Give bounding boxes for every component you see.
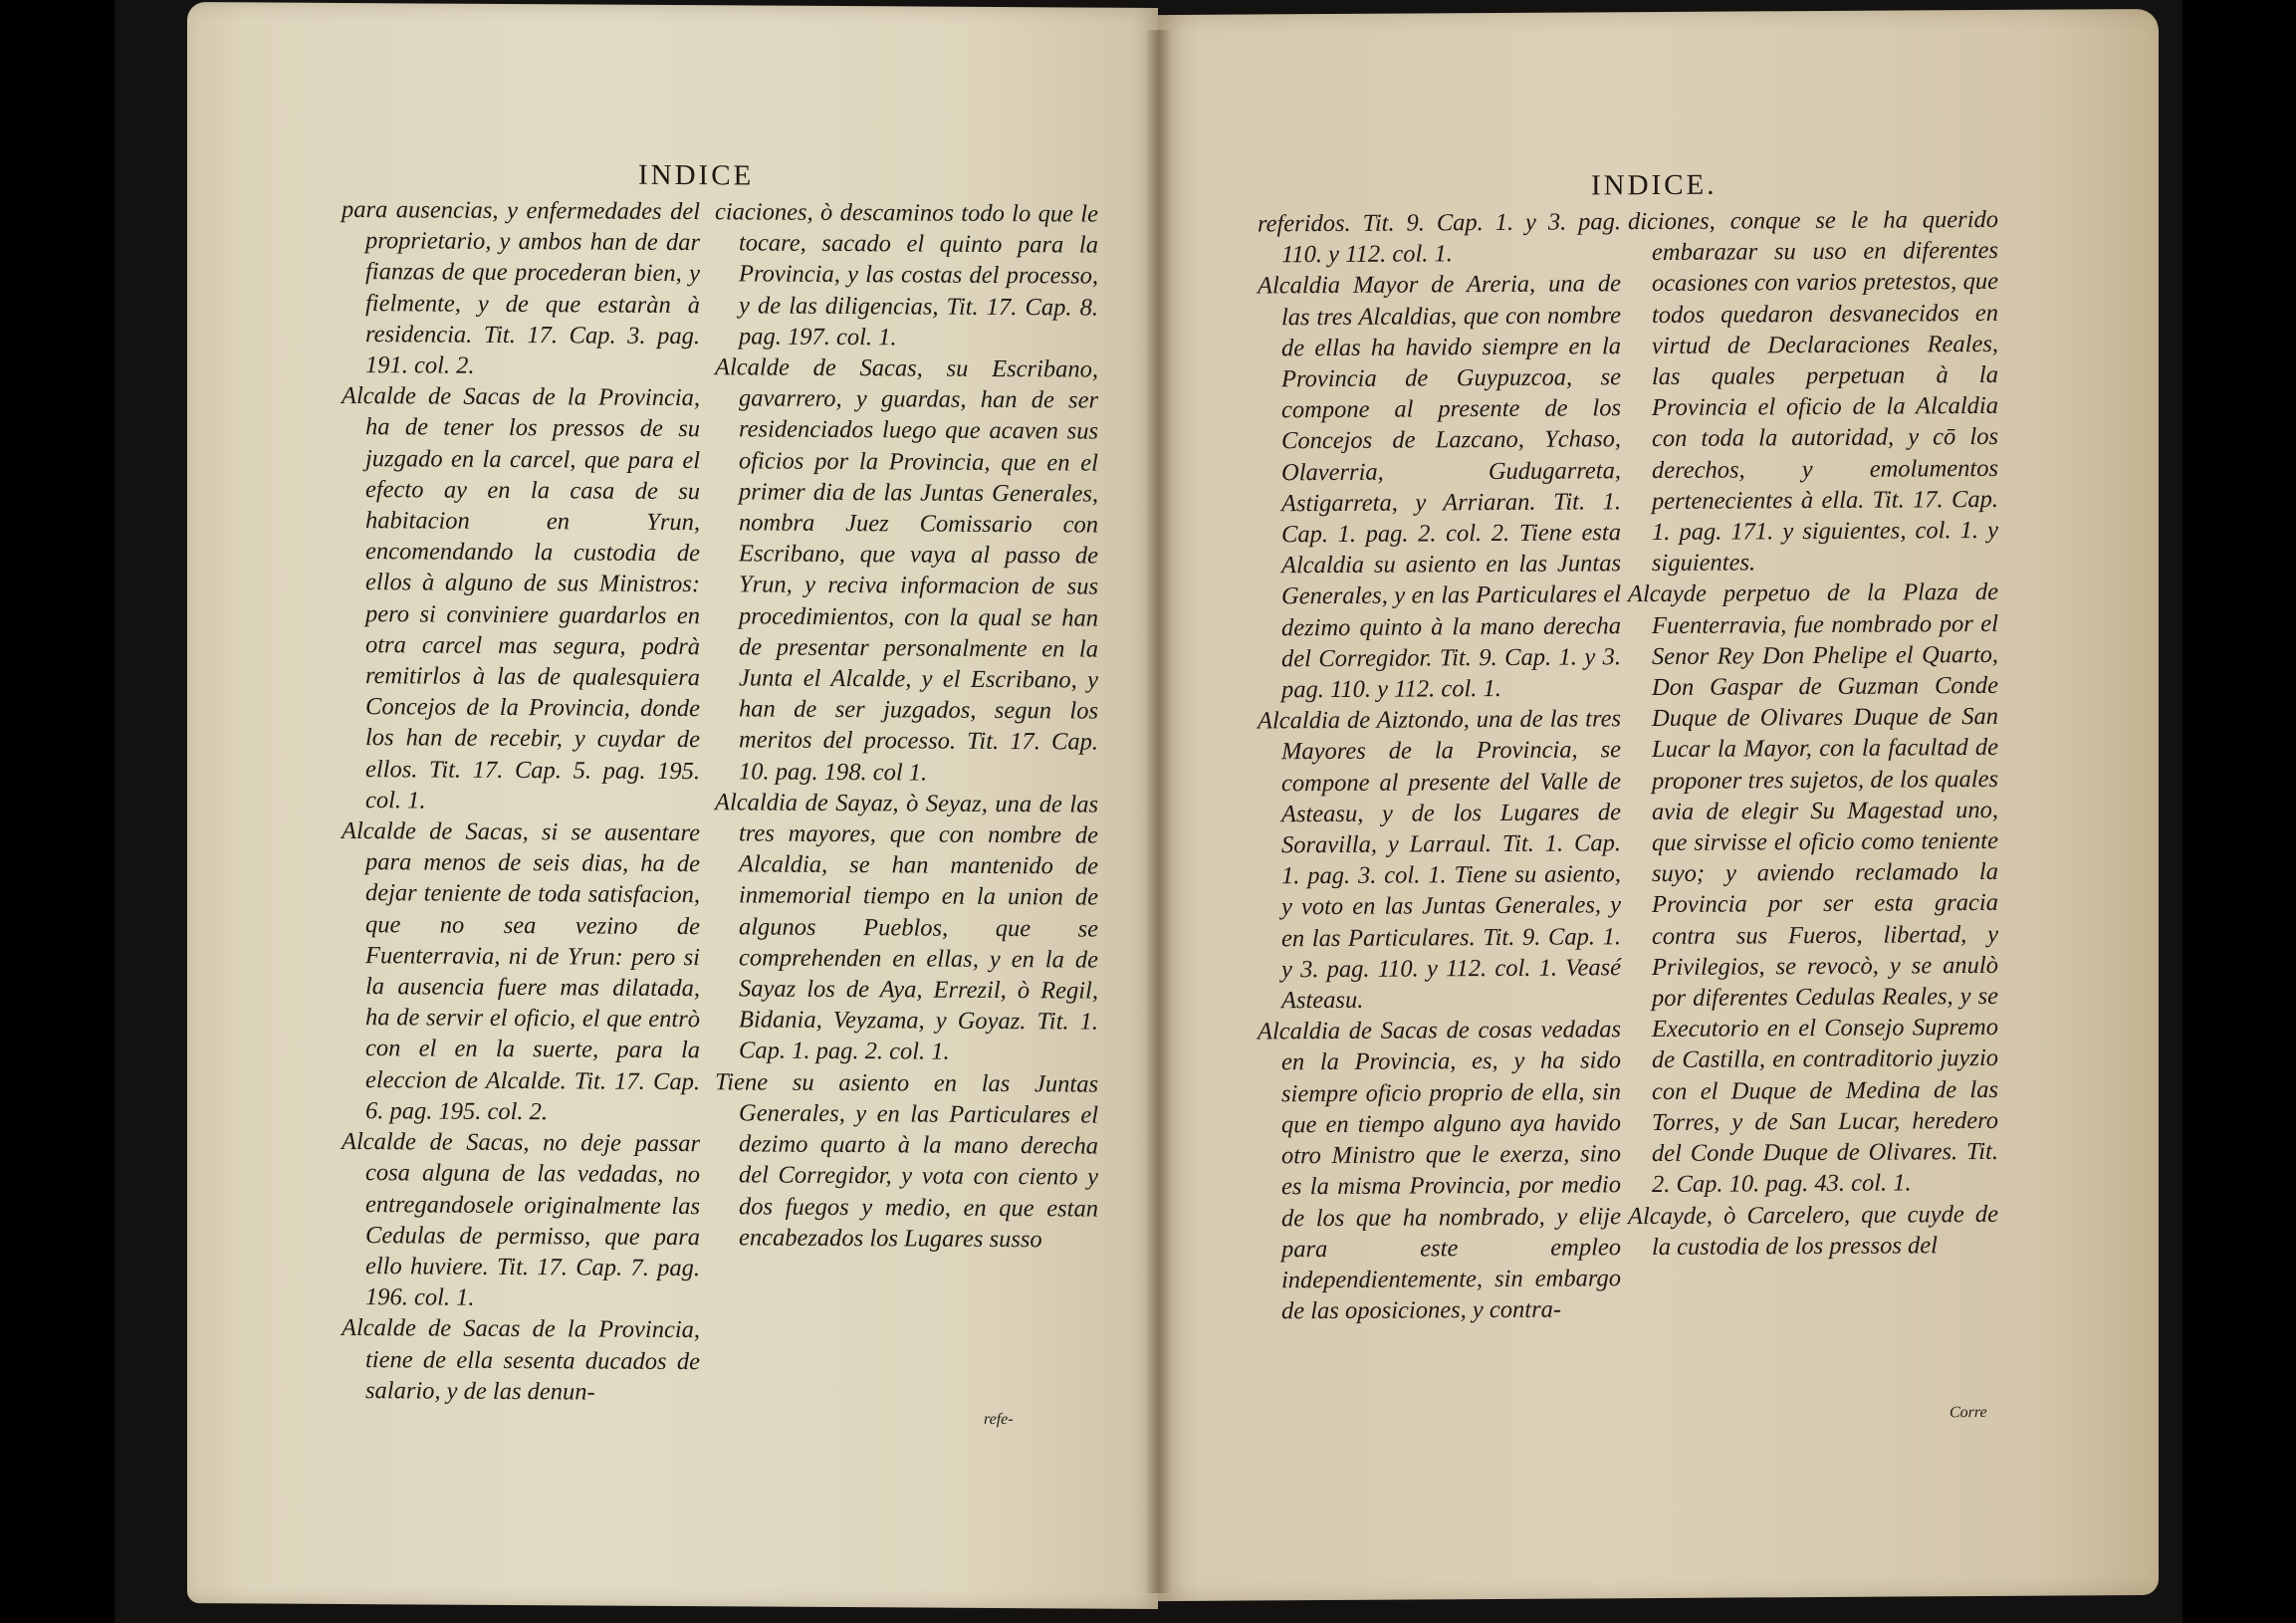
index-entry: diciones, conque se le ha querido embarazar su uso en diferentes ocasiones con varios pretestos, que todos quedaron desvanecidos en virtud de Declaraciones Reales, las quales perpetuan à la Provincia el oficio de la Alcaldia con toda la autoridad, y cō los derechos, y emolumentos pertenecientes à ella. Tit. 17. Cap. 1. pag. 171. y siguientes, col. 1. y siguientes. (1628, 205, 1998, 578)
index-entry: ciaciones, ò descaminos todo lo que le tocare, sacado el quinto para la Provincia, y las costas del processo, y de las diligencias, Tit. 17. Cap. 8. pag. 197. col. 1. (715, 198, 1098, 351)
left-page (187, 2, 1158, 1609)
right-column-2 (1628, 204, 1998, 1263)
index-entry: Alcalde de Sacas, no deje passar cosa alguna de las vedadas, no entregandosele originalmente las Cedulas de permisso, que para ello huviere. Tit. 17. Cap. 7. pag. 196. col. 1. (342, 1128, 700, 1311)
right-page-header: INDICE. (1591, 168, 1718, 202)
index-entry: Alcaldia de Sacas de cosas vedadas en la Provincia, es, y ha sido siempre oficio proprio de ella, sin que en tiempo alguno aya havido otro Ministro que le exerza, sino es la misma Provincia, por medio de los que ha nombrado, y elije para este empleo independientemente, sin embargo de las oposiciones, y contra- (1258, 1016, 1621, 1325)
index-entry: Alcayde perpetuo de la Plaza de Fuenterravia, fue nombrado por el Senor Rey Don Phelipe el Quarto, Don Gaspar de Guzman Conde Duque de Olivares Duque de San Lucar la Mayor, con la facultad de proponer tres sujetos, de los quales avia de elegir Su Magestad uno, que sirvisse el oficio como teniente suyo; y aviendo reclamado la Provincia por ser esta gracia contra sus Fueros, libertad, y Privilegios, se revocò, y se anulò por diferentes Cedulas Reales, y se Executorio en el Consejo Supremo de Castilla, en contraditorio juyzio con el Duque de Medina de las Torres, y de San Lucar, heredero del Conde Duque de Olivares. Tit. 2. Cap. 10. pag. 43. col. 1. (1628, 579, 1998, 1199)
index-entry: Alcalde de Sacas de la Provincia, ha de tener los pressos de su juzgado en la carcel, que para el efecto ay en la casa de su habitacion en Yrun, encomendando la custodia de ellos à alguno de sus Ministros: pero si conviniere guardarlos en otra carcel mas segura, podrà remitirlos à las de qualesquiera Concejos de la Provincia, donde los han de recebir, y cuydar de ellos. Tit. 17. Cap. 5. pag. 195. col. 1. (342, 382, 700, 814)
right-column-1 (1258, 206, 1621, 1327)
left-column-1 (342, 194, 700, 1408)
index-entry: referidos. Tit. 9. Cap. 1. y 3. pag. 110. y 112. col. 1. (1258, 208, 1621, 269)
index-entry: para ausencias, y enfermedades del proprietario, y ambos han de dar fianzas de que procederan bien, y fielmente, y de que estaràn à residencia. Tit. 17. Cap. 3. pag. 191. col. 2. (342, 195, 700, 379)
index-entry: Alcaldia Mayor de Areria, una de las tres Alcaldias, que con nombre de ellas ha havido siempre en la Provincia de Guypuzcoa, se compone al presente de los Concejos de Lazcano, Ychaso, Olaverria, Gudugarreta, Astigarreta, y Arriaran. Tit. 1. Cap. 1. pag. 2. col. 2. Tiene esta Alcaldia su asiento en las Juntas Generales, y en las Particulares el dezimo quinto à la mano derecha del Corregidor. Tit. 9. Cap. 1. y 3. pag. 110. y 112. col. 1. (1258, 270, 1621, 704)
index-entry: Alcalde de Sacas, si se ausentare para menos de seis dias, ha de dejar teniente de toda satisfacion, que no sea vezino de Fuenterravia, ni de Yrun: pero si la ausencia fuere mas dilatada, ha de servir el oficio, el que entrò con el en la suerte, para la eleccion de Alcalde. Tit. 17. Cap. 6. pag. 195. col. 2. (342, 817, 700, 1126)
index-entry: Alcalde de Sacas, su Escribano, gavarrero, y guardas, han de ser residenciados luego que acaven sus oficios por la Provincia, que en el primer dia de las Juntas Generales, nombra Juez Comissario con Escribano, que vaya al passo de Yrun, y reciva informacion de sus procedimientos, con la qual se han de presentar personalmente en la Junta el Alcalde, y el Escribano, y han de ser juzgados, segun los meritos del processo. Tit. 17. Cap. 10. pag. 198. col 1. (715, 353, 1098, 787)
index-entry: Alcalde de Sacas de la Provincia, tiene de ella sesenta ducados de salario, y de las denun- (342, 1314, 700, 1406)
index-entry: Tiene su asiento en las Juntas Generales, y en las Particulares el dezimo quarto à la mano derecha del Corregidor, y vota con ciento y dos fuegos y medio, en que estan encabezados los Lugares susso (715, 1067, 1098, 1253)
right-page (1158, 9, 2159, 1601)
book-gutter (1145, 30, 1171, 1593)
index-entry: Alcaldia de Aiztondo, una de las tres Mayores de la Provincia, se compone al presente del Valle de Asteasu, y de los Lugares de Soravilla, y Larraul. Tit. 1. Cap. 1. pag. 3. col. 1. Tiene su asiento, y voto en las Juntas Generales, y en las Particulares. Tit. 9. Cap. 1. y 3. pag. 110. y 112. col. 1. Veasé Asteasu. (1258, 705, 1621, 1015)
right-catchword: Corre (1950, 1403, 1987, 1422)
index-entry: Alcayde, ò Carcelero, que cuyde de la custodia de los pressos del (1628, 1200, 1998, 1261)
index-entry: Alcaldia de Sayaz, ò Seyaz, una de las tres mayores, que con nombre de Alcaldia, se han mantenido de inmemorial tiempo en la union de algunos Pueblos, que se comprehenden en ellas, y en la de Sayaz los de Aya, Errezil, ò Regil, Bidania, Veyzama, y Goyaz. Tit. 1. Cap. 1. pag. 2. col. 1. (715, 789, 1098, 1066)
left-page-header: INDICE (638, 158, 755, 192)
left-catchword: refe- (984, 1410, 1014, 1429)
left-column-2 (715, 196, 1098, 1255)
